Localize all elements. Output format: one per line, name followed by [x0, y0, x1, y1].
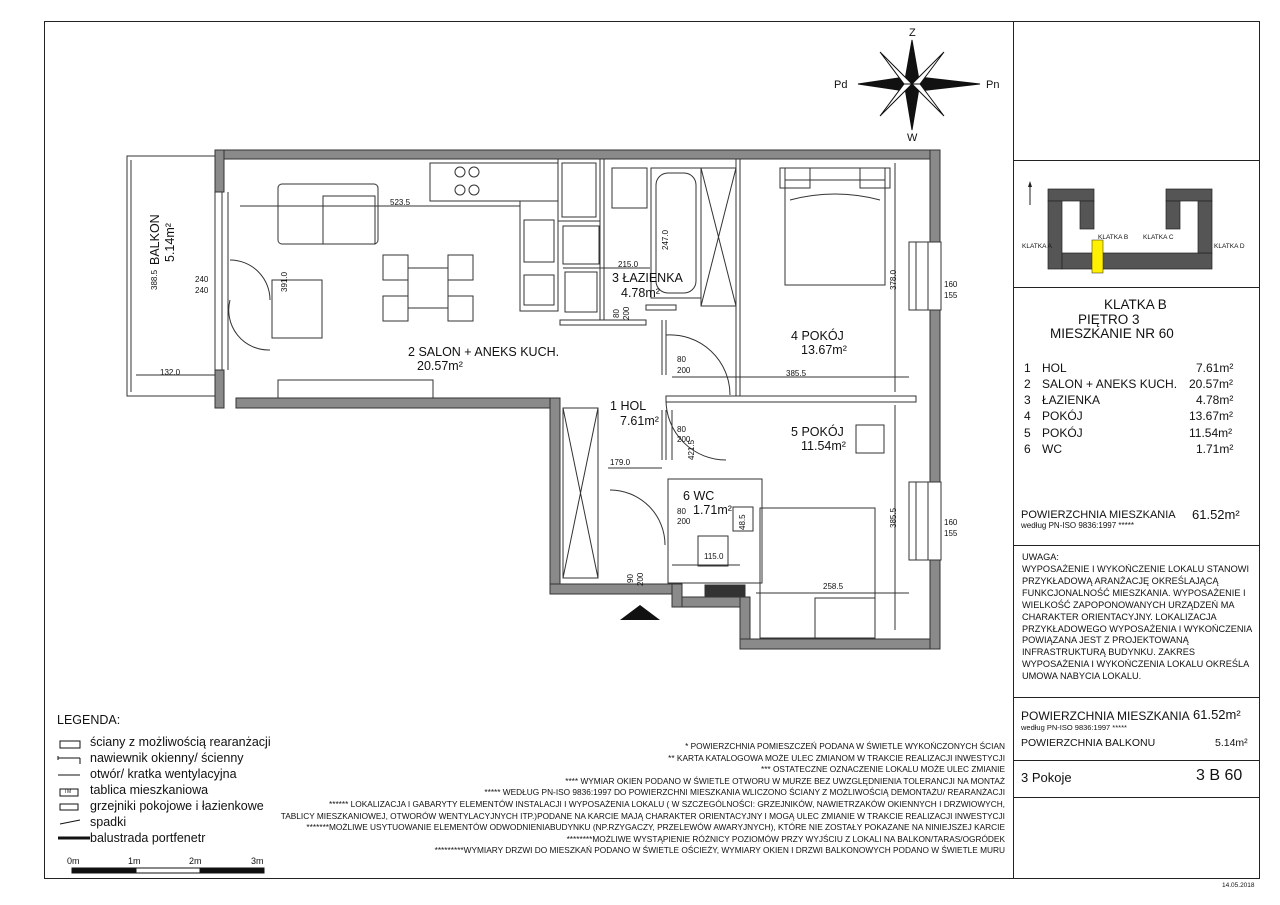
note: ********MOŻLIWE WYSTĄPIENIE RÓŻNICY POZIOMÓW PRZY WYJŚCIU Z LOKALI NA BALKON/TARAS/OGRÓDEK	[566, 833, 1005, 844]
legend-item: ściany z możliwością rearanżacji	[90, 735, 271, 749]
dimension: 200	[636, 572, 645, 586]
dimension: 80	[677, 355, 686, 364]
divider	[1013, 287, 1260, 288]
compass-east-label: Pn	[986, 79, 1000, 91]
room-2-area: 20.57m²	[417, 359, 463, 373]
scale-label: 1m	[128, 856, 141, 866]
keyplan-label-d: KLATKA D	[1214, 243, 1245, 250]
divider	[1013, 545, 1260, 546]
info-mieszkanie: MIESZKANIE NR 60	[1050, 326, 1174, 341]
room-area: 11.54m²	[1189, 426, 1233, 440]
room-area: 7.61m²	[1196, 361, 1234, 375]
dimension: 90	[626, 574, 635, 583]
rooms-count: 3 Pokoje	[1021, 770, 1072, 785]
info-panel-divider	[1013, 21, 1014, 879]
dimension: 155	[944, 291, 958, 300]
area-label: POWIERZCHNIA MIESZKANIA	[1021, 509, 1176, 521]
legend-item: spadki	[90, 815, 127, 829]
keyplan-label-c: KLATKA C	[1143, 234, 1174, 241]
area2-value: 61.52m²	[1193, 707, 1241, 722]
scale-label: 2m	[189, 856, 202, 866]
room-1-area: 7.61m²	[620, 414, 659, 428]
room-name: SALON + ANEKS KUCH.	[1042, 377, 1178, 391]
uwaga-text: WYPOSAŻENIE I WYKOŃCZENIE LOKALU STANOWI PRZYKŁADOWĄ ARANŻACJĘ OKREŚLAJĄCĄ FUNKCJONALNOŚĆ MIESZKANIA. WYPOSAŻENIE I WIELKOŚĆ ZAPOPONOWANYCH URZĄDZEŃ MA CHARAKTER ORIENTACYJNY. LOKALIZACJA PRZYKŁADOWEGO WYPOSAŻENIA I WYKOŃCZENIA POWIĄZANA JEST Z PROJEKTOWANĄ INFRASTRUKTURĄ BUDYNKU. ZAKRES WYPOSAŻENIA I WYKOŃCZENIA LOKALU OKREŚLA UMOWA NABYCIA LOKALU.	[1022, 564, 1252, 682]
legend-tm-symbol: TM	[64, 789, 72, 795]
room-6-label: 6 WC	[683, 489, 715, 503]
dimension: 388.5	[150, 269, 159, 290]
room-5-label: 5 POKÓJ	[791, 425, 844, 439]
room-num: 6	[1024, 442, 1031, 456]
dimension: 421.5	[687, 439, 696, 460]
room-1-label: 1 HOL	[610, 399, 647, 413]
room-area: 4.78m²	[1196, 393, 1234, 407]
room-name: POKÓJ	[1042, 409, 1083, 423]
dimension: 48.5	[738, 514, 747, 530]
legend-item: grzejniki pokojowe i łazienkowe	[90, 799, 264, 813]
keyplan-label-a: KLATKA A	[1022, 243, 1052, 250]
room-num: 3	[1024, 393, 1031, 407]
compass-west-label: Pd	[834, 79, 848, 91]
room-area: 13.67m²	[1189, 409, 1234, 423]
info-klatka: KLATKA B	[1104, 297, 1167, 312]
dimension: 523.5	[390, 198, 411, 207]
dimension: 247.0	[661, 229, 670, 250]
note: ****** LOKALIZACJA I GABARYTY ELEMENTÓW INSTALACJI I WYPOSAŻENIA LOKALU ( W SZCZEGÓLNOŚCI: GRZEJNIKÓW, NAWIETRZAKÓW OKIENNYCH I DRZWIOWYCH,	[329, 798, 1005, 809]
note: * POWIERZCHNIA POMIESZCZEŃ PODANA W ŚWIETLE WYKOŃCZONYCH ŚCIAN	[685, 741, 1005, 751]
note: *** OSTATECZNE OZNACZENIE LOKALU MOŻE ULEC ZMIANIE	[760, 764, 1005, 775]
dimension: 160	[944, 280, 958, 289]
dimension: 80	[677, 425, 686, 434]
area2-norm: według PN-ISO 9836:1997 *****	[1021, 723, 1127, 732]
dimension: 385.5	[889, 507, 898, 528]
divider	[1013, 760, 1260, 761]
dimension: 385.5	[786, 369, 807, 378]
room-num: 2	[1024, 377, 1031, 391]
scale-label: 3m	[251, 856, 264, 866]
note: ***** WEDŁUG PN-ISO 9836:1997 DO POWIERZCHNI MIESZKANIA WLICZONO ŚCIANY Z MOŻLIWOŚCIĄ DEMONTAŻU/ REARANŻACJI	[484, 787, 1005, 798]
balcony-area-label: POWIERZCHNIA BALKONU	[1021, 737, 1156, 749]
dimension: 391.0	[280, 271, 289, 292]
note: **** WYMIAR OKIEN PODANO W ŚWIETLE OTWORU W MURZE BEZ UWZGLĘDNIENIA TOLERANCJI NA MONTAŻ	[565, 775, 1005, 786]
room-4-area: 13.67m²	[801, 343, 847, 357]
note: *******MOŻLIWE USYTUOWANIE ELEMENTÓW ODWODNIENIABUDYNKU (NP.RZYGACZY, PRZELEWÓW AWARYJNYCH), KTÓRE NIE ZOSTAŁY POKAZANE NA NINIEJSZEJ KARCIE	[306, 822, 1005, 833]
note: TABLICY MIESZKANIOWEJ, OTWORÓW WENTYLACYJNYCH ITP.)PODANE NA KARCIE MAJĄ CHARAKTER ORIENTACYJNY I MOGĄ ULEC ZMIANIE W TRAKCIE REALIZACJI INWESTYCJI	[280, 810, 1005, 821]
notes	[281, 741, 1005, 857]
dimension: 200	[622, 306, 631, 320]
divider	[1013, 697, 1260, 698]
area-value: 61.52m²	[1192, 507, 1240, 522]
divider	[1013, 160, 1260, 161]
uwaga-title: UWAGA:	[1022, 552, 1059, 562]
room-4-label: 4 POKÓJ	[791, 329, 844, 343]
room-3-area: 4.78m²	[621, 286, 660, 300]
legend-item: nawiewnik okienny/ ścienny	[90, 751, 244, 765]
balcony-area-value: 5.14m²	[1215, 737, 1248, 749]
legend-item: balustrada portfenetr	[90, 831, 206, 845]
dimension: 200	[677, 435, 691, 444]
apartment-code: 3 B 60	[1196, 767, 1243, 784]
room-5-area: 11.54m²	[801, 439, 846, 453]
scale-label: 0m	[67, 856, 80, 866]
dimension: 115.0	[704, 552, 724, 561]
dimension: 80	[612, 309, 621, 318]
room-name: POKÓJ	[1042, 426, 1083, 440]
dimension: 155	[944, 529, 958, 538]
legend-title: LEGENDA:	[57, 713, 121, 727]
area2-label: POWIERZCHNIA MIESZKANIA	[1021, 709, 1190, 723]
compass-north-label: Z	[909, 27, 916, 39]
dimension: 240	[195, 286, 209, 295]
note: *********WYMIARY DRZWI DO MIESZKAŃ PODANO W ŚWIETLE OŚCIEŻY, WYMIARY OKIEN I DRZWI BALKONOWYCH PODANO W ŚWIETLE MURU	[434, 845, 1005, 856]
balcony-label: BALKON	[148, 214, 162, 265]
dimension: 160	[944, 518, 958, 527]
room-name: HOL	[1042, 361, 1067, 375]
dimension: 240	[195, 275, 209, 284]
balcony-area: 5.14m²	[163, 223, 177, 262]
room-num: 5	[1024, 426, 1031, 440]
room-name: ŁAZIENKA	[1042, 393, 1101, 407]
dimension: 80	[677, 507, 686, 516]
room-6-area: 1.71m²	[693, 503, 732, 517]
room-3-label: 3 ŁAZIENKA	[612, 271, 683, 285]
dimension: 179.0	[610, 458, 631, 467]
compass-south-label: W	[907, 132, 918, 144]
legend-item: tablica mieszkaniowa	[90, 783, 209, 797]
room-num: 1	[1024, 361, 1031, 375]
date: 14.05.2018	[1222, 882, 1255, 889]
dimension: 200	[677, 366, 691, 375]
room-2-label: 2 SALON + ANEKS KUCH.	[408, 345, 560, 359]
note: ** KARTA KATALOGOWA MOŻE ULEC ZMIANOM W TRAKCIE REALIZACJI INWESTYCJI	[668, 752, 1005, 763]
dimension: 200	[677, 517, 691, 526]
area-norm: według PN-ISO 9836:1997 *****	[1021, 521, 1134, 530]
dimension: 215.0	[618, 260, 639, 269]
dimension: 132.0	[160, 368, 181, 377]
room-name: WC	[1042, 442, 1062, 456]
legend-item: otwór/ kratka wentylacyjna	[90, 767, 237, 781]
dimension: 258.5	[823, 582, 844, 591]
room-num: 4	[1024, 409, 1031, 423]
key-plan	[1020, 175, 1250, 280]
dimension: 378.0	[889, 269, 898, 290]
keyplan-label-b: KLATKA B	[1098, 234, 1129, 241]
room-area: 20.57m²	[1189, 377, 1234, 391]
divider	[1013, 797, 1260, 798]
info-pietro: PIĘTRO 3	[1078, 312, 1140, 327]
room-area: 1.71m²	[1196, 442, 1234, 456]
